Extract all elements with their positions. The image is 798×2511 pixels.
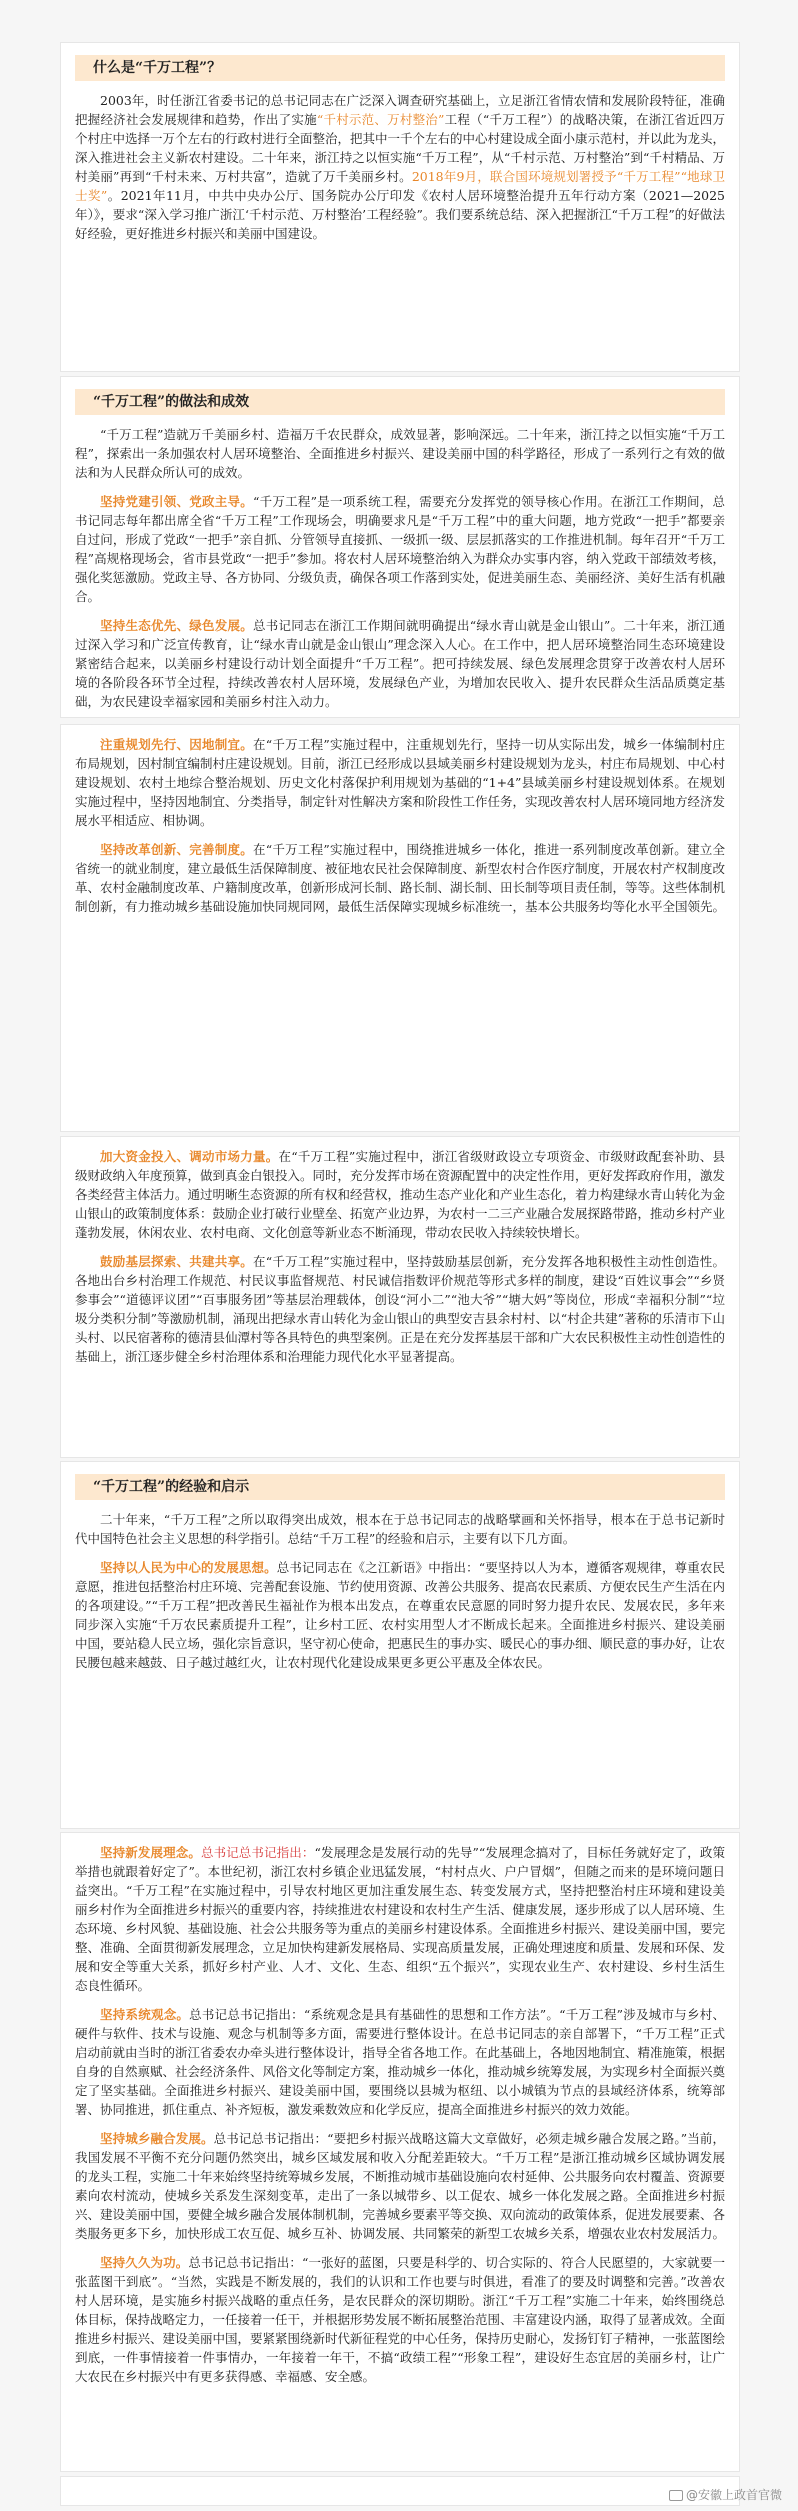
section-title: “千万工程”的做法和成效 (75, 389, 725, 415)
section-practice-card-cont (60, 724, 740, 1132)
practice-item: 坚持改革创新、完善制度。在“千万工程”实施过程中，围绕推进城乡一体化，推进一系列制度改革创新。建立全省统一的就业制度，建立最低生活保障制度、被征地农民社会保障制度、新型农村合作医疗制度，开展农村产权制度改革、农村金融制度改革、户籍制度改革，创新形成河长制、路长制、湖长制、田长制等项目责任制，等等。这些体制机制创新，有力推动城乡基础设施加快同规同网，最低生活保障实现城乡标准统一，基本公共服务均等化水平全国领先。 (75, 842, 726, 914)
section-practice-card (60, 376, 740, 718)
section-title: “千万工程”的经验和启示 (75, 1474, 725, 1500)
practice-item: 坚持党建引领、党政主导。“千万工程”是一项系统工程，需要充分发挥党的领导核心作用。在浙江工作期间，总书记同志每年都出席全省“千万工程”工作现场会，明确要求凡是“千万工程”中的重大问题，地方党政“一把手”都要亲自过问，形成了党政“一把手”亲自抓、分管领导直接抓、一级抓一级、层层抓落实的工作推进机制。每年召开“千万工程”高规格现场会，省市县党政“一把手”参加。将农村人居环境整治纳入为群众办实事内容，纳入党政干部绩效考核，强化奖惩激励。党政主导、各方协同、分级负责，确保各项工作落到实处，促进美丽生态、美丽经济、美好生活有机融合。 (75, 494, 726, 604)
experience-item: 坚持系统观念。总书记总书记指出：“系统观念是具有基础性的思想和工作方法”。“千万工程”涉及城市与乡村、硬件与软件、技术与设施、观念与机制等多方面，需要进行整体设计。在总书记同志的亲自部署下，“千万工程”正式启动前就由当时的浙江省委农办牵头进行整体设计，指导全省各地工作。在此基础上，各地因地制宜、精准施策，根据自身的自然禀赋、社会经济条件、风俗文化等制定方案，推动城乡一体化，推动城乡统筹发展，为实现乡村全面振兴奠定了坚实基础。全面推进乡村振兴、建设美丽中国，要围绕以县城为枢纽、以小城镇为节点的县域经济体系，统筹部署、协同推进，抓住重点、补齐短板，激发乘数效应和化学反应，提高全面推进乡村振兴的效力效能。 (75, 2007, 726, 2117)
section-intro: “千万工程”造就万千美丽乡村、造福万千农民群众，成效显著，影响深远。二十年来，浙江持之以恒实施“千万工程”，探索出一条加强农村人居环境整治、全面推进乡村振兴、建设美丽中国的科学路径，形成了一系列行之有效的做法和为人民群众所认可的成效。 (75, 427, 725, 480)
watermark: @安徽上政首官微 (669, 2486, 782, 2503)
practice-item: 鼓励基层探索、共建共享。在“千万工程”实施过程中，坚持鼓励基层创新，充分发挥各地积极性主动性创造性。各地出台乡村治理工作规范、村民议事监督规范、村民诚信指数评价规范等形式多样的制度，建设“百姓议事会”“乡贤参事会”“道德评议团”“百事服务团”等基层治理载体，创设“河小二”“池大爷”“塘大妈”等岗位，形成“幸福积分制”“垃圾分类积分制”等激励机制，涌现出把绿水青山转化为金山银山的典型安吉县余村村、以“村企共建”著称的乐清市下山头村、以民宿著称的德清县仙潭村等各具特色的典型案例。正是在充分发挥基层干部和广大农民积极性主动性创造性的基础上，浙江逐步健全乡村治理体系和治理能力现代化水平显著提高。 (75, 1254, 726, 1364)
experience-item: 坚持久久为功。总书记总书记指出：“一张好的蓝图，只要是科学的、切合实际的、符合人民愿望的，大家就要一张蓝图干到底”。“当然，实践是不断发展的，我们的认识和工作也要与时俱进，看准了的要及时调整和完善。”改善农村人居环境，是实施乡村振兴战略的重点任务，是农民群众的深切期盼。浙江“千万工程”实施二十年来，始终围绕总体目标，保持战略定力，一任接着一任干，并根据形势发展不断拓展整治范围、丰富建设内涵，取得了显著成效。全面推进乡村振兴、建设美丽中国，要紧紧围绕新时代新征程党的中心任务，保持历史耐心，发扬钉钉子精神，一张蓝图绘到底，一件事情接着一件事情办，一年接着一年干，不搞“政绩工程”“形象工程”，建设好生态宜居的美丽乡村，让广大农民在乡村振兴中有更多获得感、幸福感、安全感。 (75, 2255, 726, 2384)
practice-item: 加大资金投入、调动市场力量。在“千万工程”实施过程中，浙江省级财政设立专项资金、市级财政配套补助、县级财政纳入年度预算，做到真金白银投入。同时，充分发挥市场在资源配置中的决定性作用，更好发挥政府作用，激发各类经营主体活力。通过明晰生态资源的所有权和经营权，推动生态产业化和产业生态化，着力构建绿水青山转化为金山银山的政策制度体系：鼓励企业打破行业壁垒、拓宽产业边界，为农村一二三产业融合发展探路带路，推动乡村产业蓬勃发展，休闲农业、农村电商、文化创意等新业态不断涌现，带动农民收入持续较快增长。 (75, 1149, 726, 1240)
award-name-highlight: “地球卫士奖” (75, 169, 726, 203)
section-practice-card-cont (60, 1136, 740, 1458)
section-experience-card (60, 1461, 740, 1829)
experience-item: 坚持城乡融合发展。总书记总书记指出：“要把乡村振兴战略这篇大文章做好，必须走城乡融合发展之路。”当前，我国发展不平衡不充分问题仍然突出，城乡区域发展和收入分配差距较大。“千万工程”是浙江推动城乡区域协调发展的龙头工程，实施二十年来始终坚持统筹城乡发展，不断推动城市基础设施向农村延伸、公共服务向农村覆盖、资源要素向农村流动，使城乡关系发生深刻变革，走出了一条以城带乡、以工促农、城乡一体化发展之路。全面推进乡村振兴、建设美丽中国，要健全城乡融合发展体制机制，完善城乡要素平等交换、双向流动的政策体系，促进发展要素、各类服务更多下乡，加快形成工农互促、城乡互补、协调发展、共同繁荣的新型工农城乡关系，增强农业农村发展活力。 (75, 2131, 726, 2241)
intro-paragraph: 2003年，时任浙江省委书记的总书记同志在广泛深入调查研究基础上，立足浙江省情农情和发展阶段特征，准确把握经济社会发展规律和趋势，作出了实施“千村示范、万村整治”工程（“千万工程”）的战略决策，在浙江省近四万个村庄中选择一万个左右的行政村进行全面整治，把其中一千个左右的中心村建设成全面小康示范村，并以此为龙头，深入推进社会主义新农村建设。二十年来，浙江持之以恒实施“千万工程”，从“千村示范、万村整治”到“千村精品、万村美丽”再到“千村未来、万村共富”，造就了万千美丽乡村。2018年9月，联合国环境规划署授予“千万工程”“地球卫士奖”。2021年11月，中共中央办公厅、国务院办公厅印发《农村人居环境整治提升五年行动方案（2021—2025年）》，要求“深入学习推广浙江‘千村示范、万村整治’工程经验”。我们要系统总结、深入把握浙江“千万工程”的好做法好经验，更好推进乡村振兴和美丽中国建设。 (75, 93, 726, 241)
section-what-is-card (60, 42, 740, 372)
camera-icon (669, 2490, 683, 2501)
project-name-highlight: “千村示范、万村整治” (316, 112, 445, 127)
footer-strip (60, 2476, 740, 2506)
section-title: 什么是“千万工程”？ (75, 55, 725, 81)
experience-item: 坚持以人民为中心的发展思想。总书记同志在《之江新语》中指出：“要坚持以人为本，遵循客观规律，尊重农民意愿，推进包括整治村庄环境、完善配套设施、节约使用资源、改善公共服务、提高农民素质、方便农民生产生活在内的各项建设。”“千万工程”把改善民生福祉作为根本出发点，在尊重农民意愿的同时努力提升农民、发展农民，多年来同步深入实施“千万农民素质提升工程”，让乡村工匠、农村实用型人才不断成长起来。全面推进乡村振兴、建设美丽中国，要站稳人民立场，强化宗旨意识，坚守初心使命，把惠民生的事办实、暖民心的事办细、顺民意的事办好，让农民腰包越来越鼓、日子越过越红火，让农村现代化建设成果更多更公平惠及全体农民。 (75, 1560, 726, 1670)
section-experience-card-cont (60, 1832, 740, 2472)
award-date-highlight: 2018年9月，联合国环境规划署授予“千万工程” (411, 169, 681, 184)
practice-item: 注重规划先行、因地制宜。在“千万工程”实施过程中，注重规划先行，坚持一切从实际出发，城乡一体编制村庄布局规划，因村制宜编制村庄建设规划。目前，浙江已经形成以县域美丽乡村建设规划为龙头，村庄布局规划、中心村建设规划、农村土地综合整治规划、历史文化村落保护利用规划为基础的“1+4”县域美丽乡村建设规划体系。在规划实施过程中，坚持因地制宜、分类指导，制定针对性解决方案和阶段性工作任务，实现改善农村人居环境同地方经济发展水平相适应、相协调。 (75, 737, 726, 828)
section-intro: 二十年来，“千万工程”之所以取得突出成效，根本在于总书记同志的战略擘画和关怀指导，根本在于总书记新时代中国特色社会主义思想的科学指引。总结“千万工程”的经验和启示，主要有以下几方面。 (75, 1512, 725, 1546)
practice-item: 坚持生态优先、绿色发展。总书记同志在浙江工作期间就明确提出“绿水青山就是金山银山”。二十年来，浙江通过深入学习和广泛宣传教育，让“绿水青山就是金山银山”理念深入人心。在工作中，把人居环境整治同生态环境建设紧密结合起来，以美丽乡村建设行动计划全面提升“千万工程”。把可持续发展、绿色发展理念贯穿于改善农村人居环境的各阶段各环节全过程，持续改善农村人居环境，发展绿色产业，为增加农民收入、提升农民群众生活品质奠定基础，为农民建设幸福家园和美丽乡村注入动力。 (75, 618, 725, 709)
experience-item: 坚持新发展理念。总书记总书记指出：“发展理念是发展行动的先导”“发展理念搞对了，目标任务就好定了，政策举措也就跟着好定了”。本世纪初，浙江农村乡镇企业迅猛发展，“村村点火、户户冒烟”，但随之而来的是环境问题日益突出。“千万工程”在实施过程中，引导农村地区更加注重发展生态、转变发展方式，坚持把整治村庄环境和建设美丽乡村作为全面推进乡村振兴的重要内容，持续推进农村建设和农村生产生活、健康发展，逐步形成了以人居环境、生态环境、乡村风貌、基础设施、社会公共服务等为重点的美丽乡村建设体系。全面推进乡村振兴、建设美丽中国，要完整、准确、全面贯彻新发展理念，立足加快构建新发展格局、实现高质量发展，正确处理速度和质量、发展和环保、发展和安全等重大关系，抓好乡村产业、人才、文化、生态、组织“五个振兴”，实现农业生产、农村建设、乡村生活生态良性循环。 (75, 1845, 726, 1993)
